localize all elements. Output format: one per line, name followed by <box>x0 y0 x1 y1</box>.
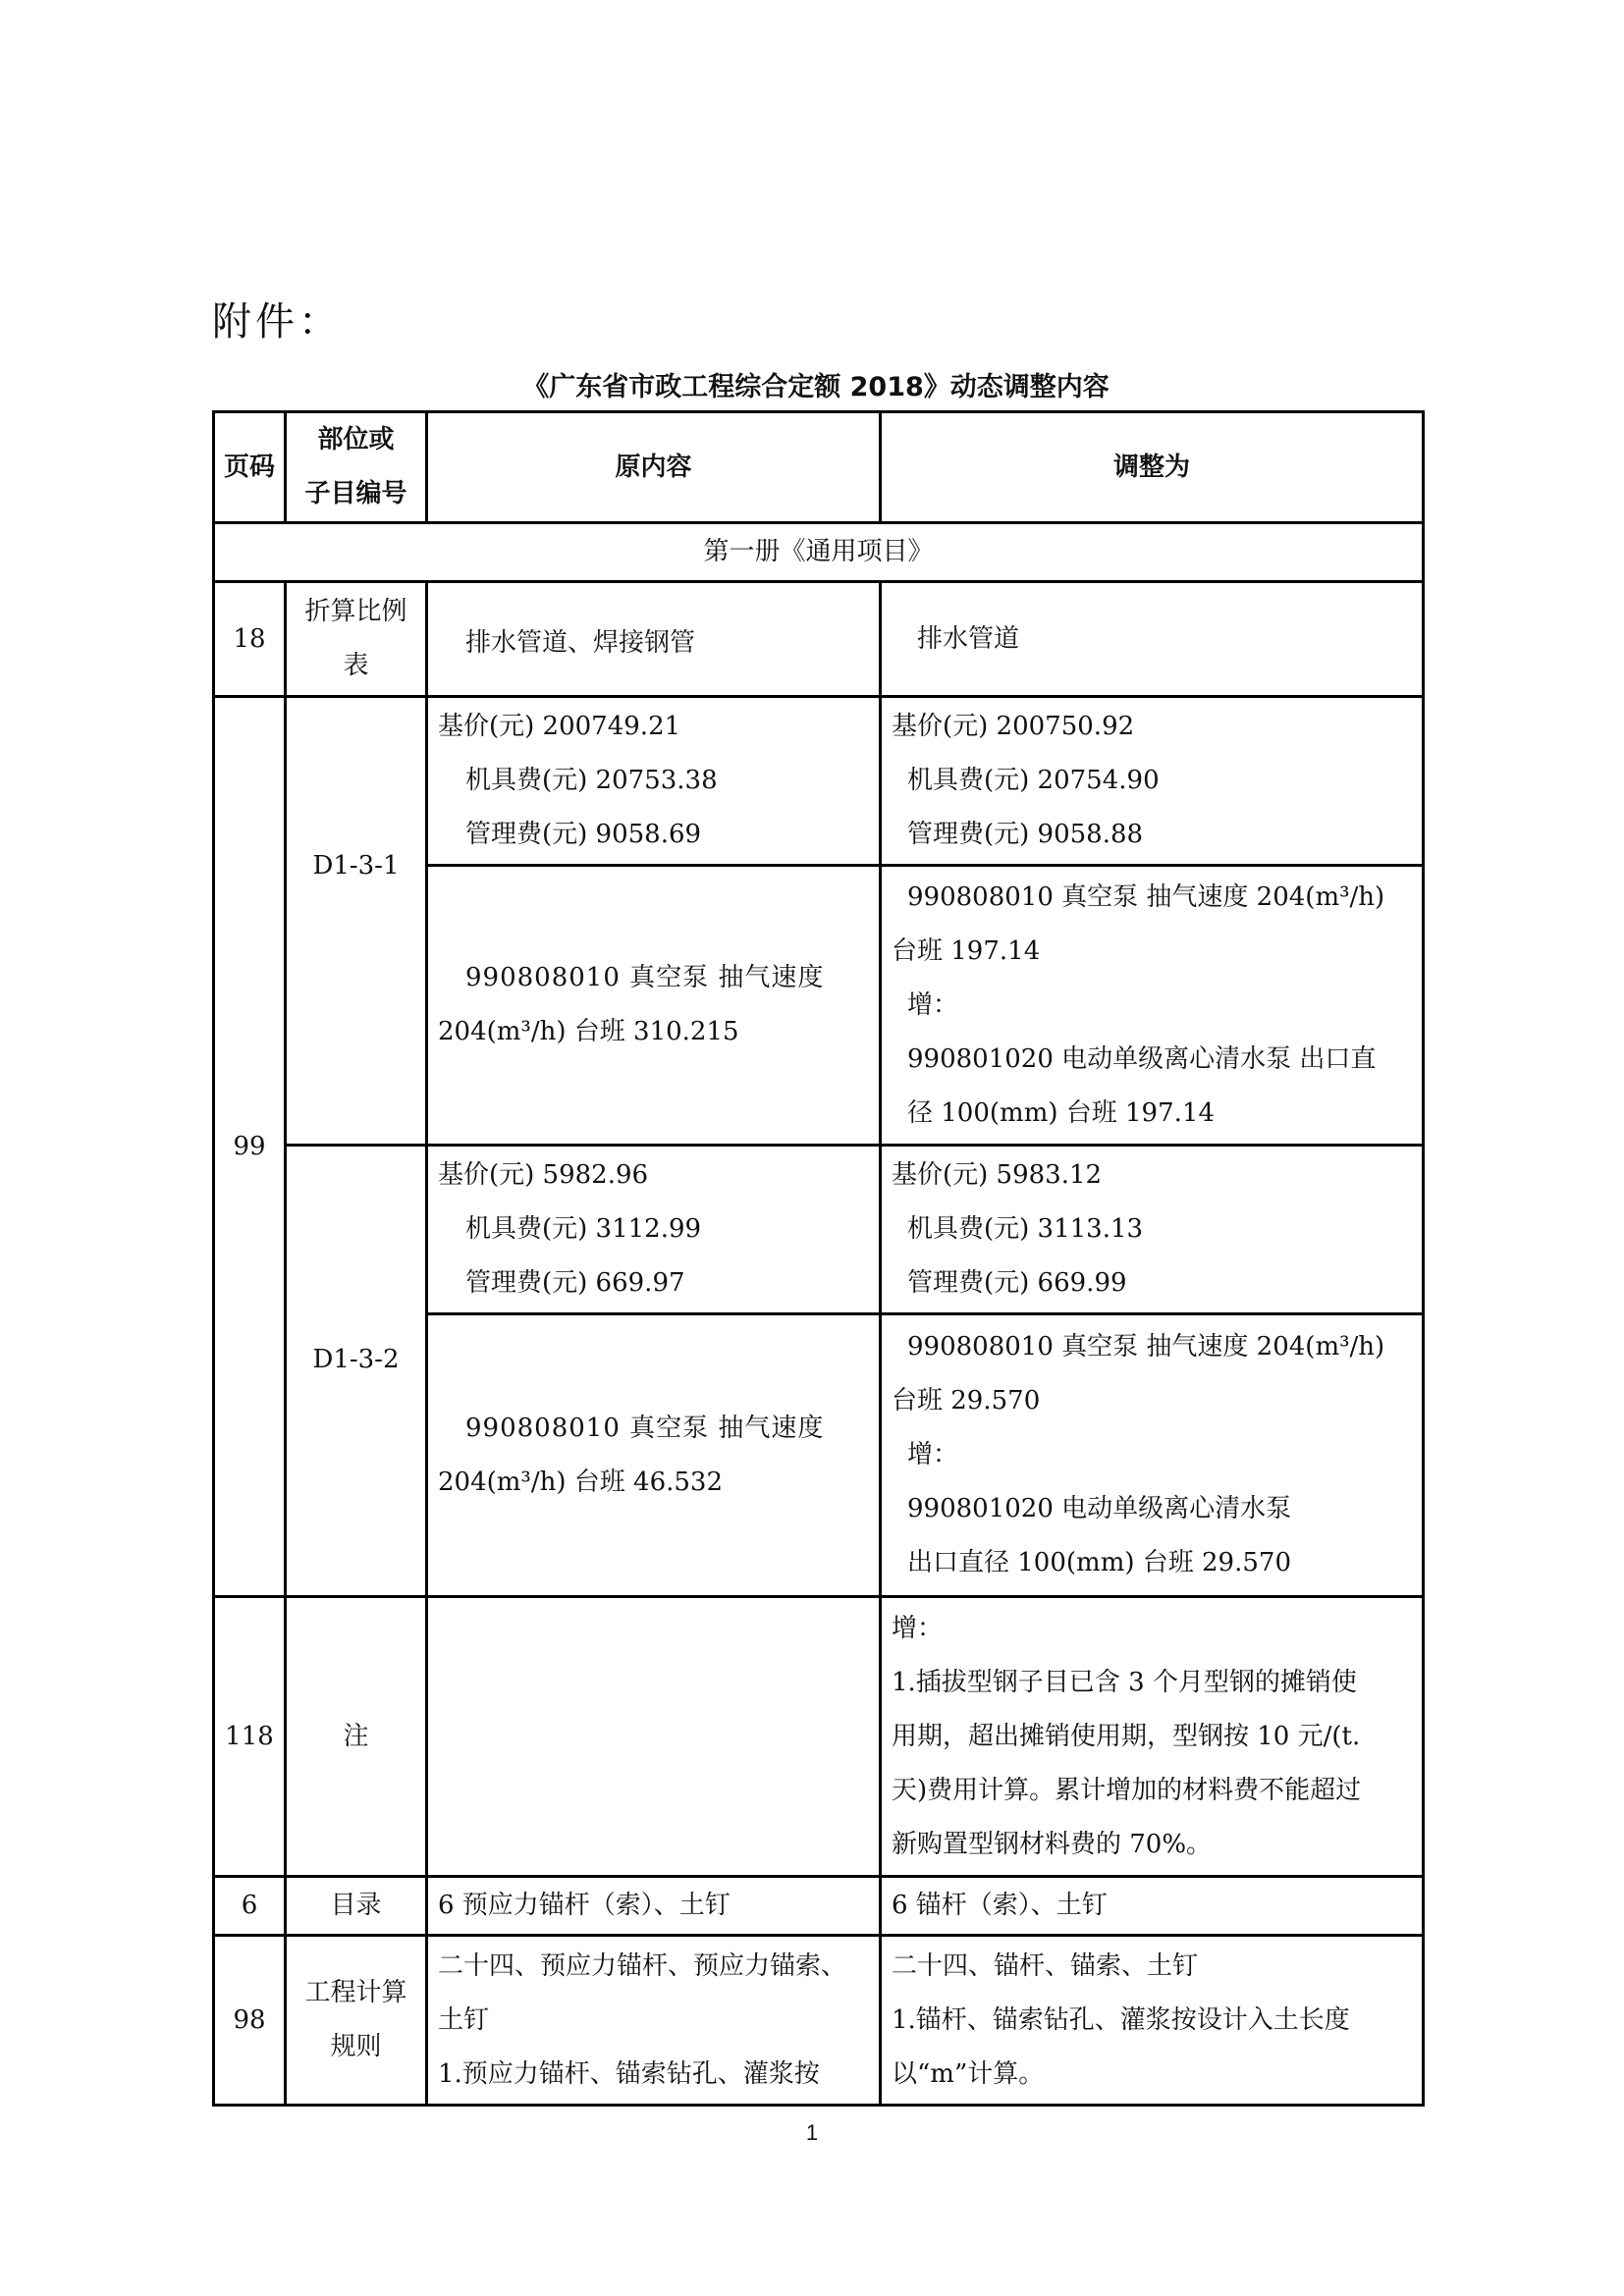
section-title: 第一册《通用项目》 <box>214 523 1424 582</box>
text-line: 二十四、锚杆、锚索、土钉 <box>892 1950 1199 1981</box>
text-line: 用期，超出摊销使用期，型钢按 10 元/(t. <box>892 1721 1361 1751</box>
text-line: 204(m³/h) 台班 46.532 <box>438 1467 723 1497</box>
table-row <box>214 582 1424 697</box>
text-line: 台班 197.14 <box>892 935 1041 966</box>
text-line: 990808010 真空泵 抽气速度 <box>465 1413 825 1443</box>
cell-part: 目录 <box>286 1877 427 1936</box>
cell-part-line1: 工程计算 <box>304 1978 407 2007</box>
text-line: 204(m³/h) 台班 310.215 <box>438 1017 739 1046</box>
attachment-label: 附件： <box>212 299 342 345</box>
cell-page: 18 <box>214 582 286 697</box>
cell-page: 98 <box>214 1936 286 2106</box>
text-line: 机具费(元) 20753.38 <box>465 766 718 795</box>
table-row <box>214 1877 1424 1936</box>
cell-page: 118 <box>214 1597 286 1877</box>
header-page: 页码 <box>214 412 286 523</box>
text-line: 径 100(mm) 台班 197.14 <box>907 1097 1215 1128</box>
page-number: 1 <box>805 2120 819 2145</box>
header-part <box>286 412 427 523</box>
cell-part <box>286 582 427 697</box>
adjustment-table <box>212 410 1425 2107</box>
table-header-row <box>214 412 1424 523</box>
text-line: 增： <box>892 1613 944 1643</box>
cell-part: 注 <box>286 1597 427 1877</box>
text-line: 基价(元) 200750.92 <box>892 712 1135 741</box>
text-line: 基价(元) 5983.12 <box>892 1160 1103 1190</box>
header-original: 原内容 <box>427 412 881 523</box>
cell-adjusted <box>881 697 1424 866</box>
cell-part-code: D1-3-1 <box>286 697 427 1146</box>
cell-part-code: D1-3-2 <box>286 1146 427 1597</box>
text-line: 土钉 <box>438 2004 490 2035</box>
text-line: 1.锚杆、锚索钻孔、灌浆按设计入土长度 <box>892 2004 1350 2035</box>
text-line: 以“m”计算。 <box>892 2058 1045 2089</box>
header-part-line1: 部位或 <box>317 425 395 454</box>
cell-adjusted <box>881 1314 1424 1597</box>
text-line: 机具费(元) 3112.99 <box>465 1214 702 1244</box>
text-line: 天)费用计算。累计增加的材料费不能超过 <box>892 1775 1362 1805</box>
cell-adjusted: 6 锚杆（索）、土钉 <box>881 1877 1424 1936</box>
text-line: 机具费(元) 3113.13 <box>907 1214 1144 1244</box>
cell-adjusted: 排水管道 <box>881 582 1424 697</box>
document-title: 《广东省市政工程综合定额 2018》动态调整内容 <box>522 372 1110 402</box>
text-line: 基价(元) 200749.21 <box>438 712 681 741</box>
cell-original <box>427 1936 881 2106</box>
cell-page: 6 <box>214 1877 286 1936</box>
text-line: 990801020 电动单级离心清水泵 <box>907 1494 1292 1523</box>
text-line: 增： <box>907 1440 959 1469</box>
text-line: 机具费(元) 20754.90 <box>907 766 1160 795</box>
text-line: 台班 29.570 <box>892 1386 1041 1415</box>
cell-original: 排水管道、焊接钢管 <box>427 582 881 697</box>
text-line: 990808010 真空泵 抽气速度 204(m³/h) <box>907 881 1385 912</box>
cell-original <box>427 1597 881 1877</box>
cell-page: 99 <box>214 697 286 1597</box>
table-row <box>214 697 1424 866</box>
cell-adjusted <box>881 1146 1424 1314</box>
text-line: 基价(元) 5982.96 <box>438 1160 649 1190</box>
text-line: 新购置型钢材料费的 70%。 <box>892 1829 1213 1859</box>
cell-adjusted <box>881 1936 1424 2106</box>
section-row <box>214 523 1424 582</box>
cell-original: 6 预应力锚杆（索）、土钉 <box>427 1877 881 1936</box>
header-part-line2: 子目编号 <box>304 479 407 508</box>
text-line: 管理费(元) 9058.69 <box>465 820 702 849</box>
text-line: 管理费(元) 9058.88 <box>907 820 1144 849</box>
text-line: 1.预应力锚杆、锚索钻孔、灌浆按 <box>438 2058 820 2089</box>
cell-part <box>286 1936 427 2106</box>
text-line: 二十四、预应力锚杆、预应力锚索、 <box>438 1950 847 1981</box>
table-row <box>214 1936 1424 2106</box>
header-adjusted: 调整为 <box>881 412 1424 523</box>
text-line: 990801020 电动单级离心清水泵 出口直 <box>907 1043 1377 1074</box>
cell-part-line2: 规则 <box>330 2032 382 2061</box>
cell-adjusted <box>881 866 1424 1146</box>
cell-part-line1: 折算比例 <box>304 597 407 626</box>
text-line: 990808010 真空泵 抽气速度 <box>465 963 825 992</box>
text-line: 1.插拔型钢子目已含 3 个月型钢的摊销使 <box>892 1667 1357 1697</box>
cell-original <box>427 1146 881 1314</box>
text-line: 出口直径 100(mm) 台班 29.570 <box>907 1548 1291 1577</box>
cell-part-line2: 表 <box>343 651 369 680</box>
cell-original <box>427 866 881 1146</box>
table-row <box>214 1146 1424 1314</box>
text-line: 管理费(元) 669.99 <box>907 1268 1127 1298</box>
table-row <box>214 1597 1424 1877</box>
cell-original <box>427 1314 881 1597</box>
text-line: 990808010 真空泵 抽气速度 204(m³/h) <box>907 1332 1385 1362</box>
cell-original <box>427 697 881 866</box>
text-line: 管理费(元) 669.97 <box>465 1268 685 1298</box>
cell-adjusted <box>881 1597 1424 1877</box>
text-line: 增： <box>907 989 959 1020</box>
